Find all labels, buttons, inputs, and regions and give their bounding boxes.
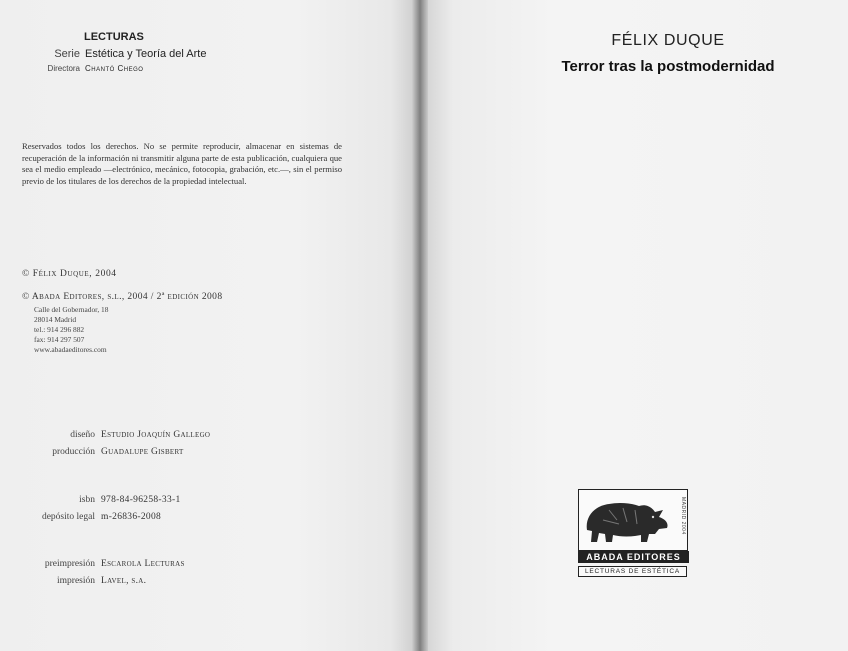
copyright-publisher: © Abada Editores, s.l., 2004 / 2ª edición 2008: [22, 292, 223, 302]
credit-value: Lavel, s.a.: [101, 576, 147, 586]
logo-brand: ABADA EDITORES: [578, 551, 689, 563]
address-line: Calle del Gobernador, 18: [34, 305, 109, 314]
credit-row: [0, 559, 185, 569]
book-title: Terror tras la postmodernidad: [561, 58, 775, 75]
address-line: 28014 Madrid: [34, 314, 77, 324]
serie-value: Estética y Teoría del Arte: [85, 48, 207, 60]
directora-label: Directora: [47, 64, 80, 73]
credit-label: diseño: [70, 430, 95, 440]
credit-value: m-26836-2008: [101, 512, 162, 522]
credit-value: Guadalupe Gisbert: [101, 447, 184, 457]
rhinoceros-icon: [579, 490, 679, 548]
rights-notice: Reservados todos los derechos. No se permite reproducir, almacenar en sistemas de recuperación de la información ni transmitir alguna parte de esta publicación, cualquiera que sea el medio empleado —electrónico, mecánico, fotocopia, grabación, etc.—, sin el permiso previo de los titulares de los derechos de la propiedad intelectual.: [22, 141, 342, 186]
directora-value: Chantó Chego: [85, 64, 144, 73]
credit-label: isbn: [79, 495, 95, 505]
collection-name: LECTURAS: [84, 31, 144, 43]
author-name: FÉLIX DUQUE: [611, 32, 725, 49]
logo-subtitle: LECTURAS DE ESTÉTICA: [578, 566, 687, 577]
credit-label: producción: [52, 447, 95, 457]
credit-row: [0, 512, 161, 522]
address-line: fax: 914 297 507: [34, 334, 85, 344]
logo-side-text: MADRID 2004: [680, 497, 686, 535]
address-line: www.abadaeditores.com: [34, 344, 107, 354]
credit-value: 978-84-96258-33-1: [101, 495, 181, 505]
serie-label: Serie: [54, 48, 80, 60]
address-line: tel.: 914 296 882: [34, 324, 85, 334]
credit-value: Estudio Joaquín Gallego: [101, 430, 211, 440]
credit-row: [0, 576, 146, 586]
rhinoceros-image: [578, 489, 688, 551]
credit-row: [0, 495, 181, 505]
credit-label: preimpresión: [44, 559, 95, 569]
credit-row: [0, 430, 210, 440]
credit-label: impresión: [57, 576, 95, 586]
right-page: [428, 0, 848, 651]
publisher-address: [34, 305, 108, 355]
credit-value: Escarola Lecturas: [101, 559, 185, 569]
copyright-author: © Félix Duque, 2004: [22, 269, 117, 279]
left-page: [0, 0, 420, 651]
publisher-logo: [578, 489, 698, 581]
credit-label: depósito legal: [41, 512, 95, 522]
credit-row: [0, 447, 184, 457]
